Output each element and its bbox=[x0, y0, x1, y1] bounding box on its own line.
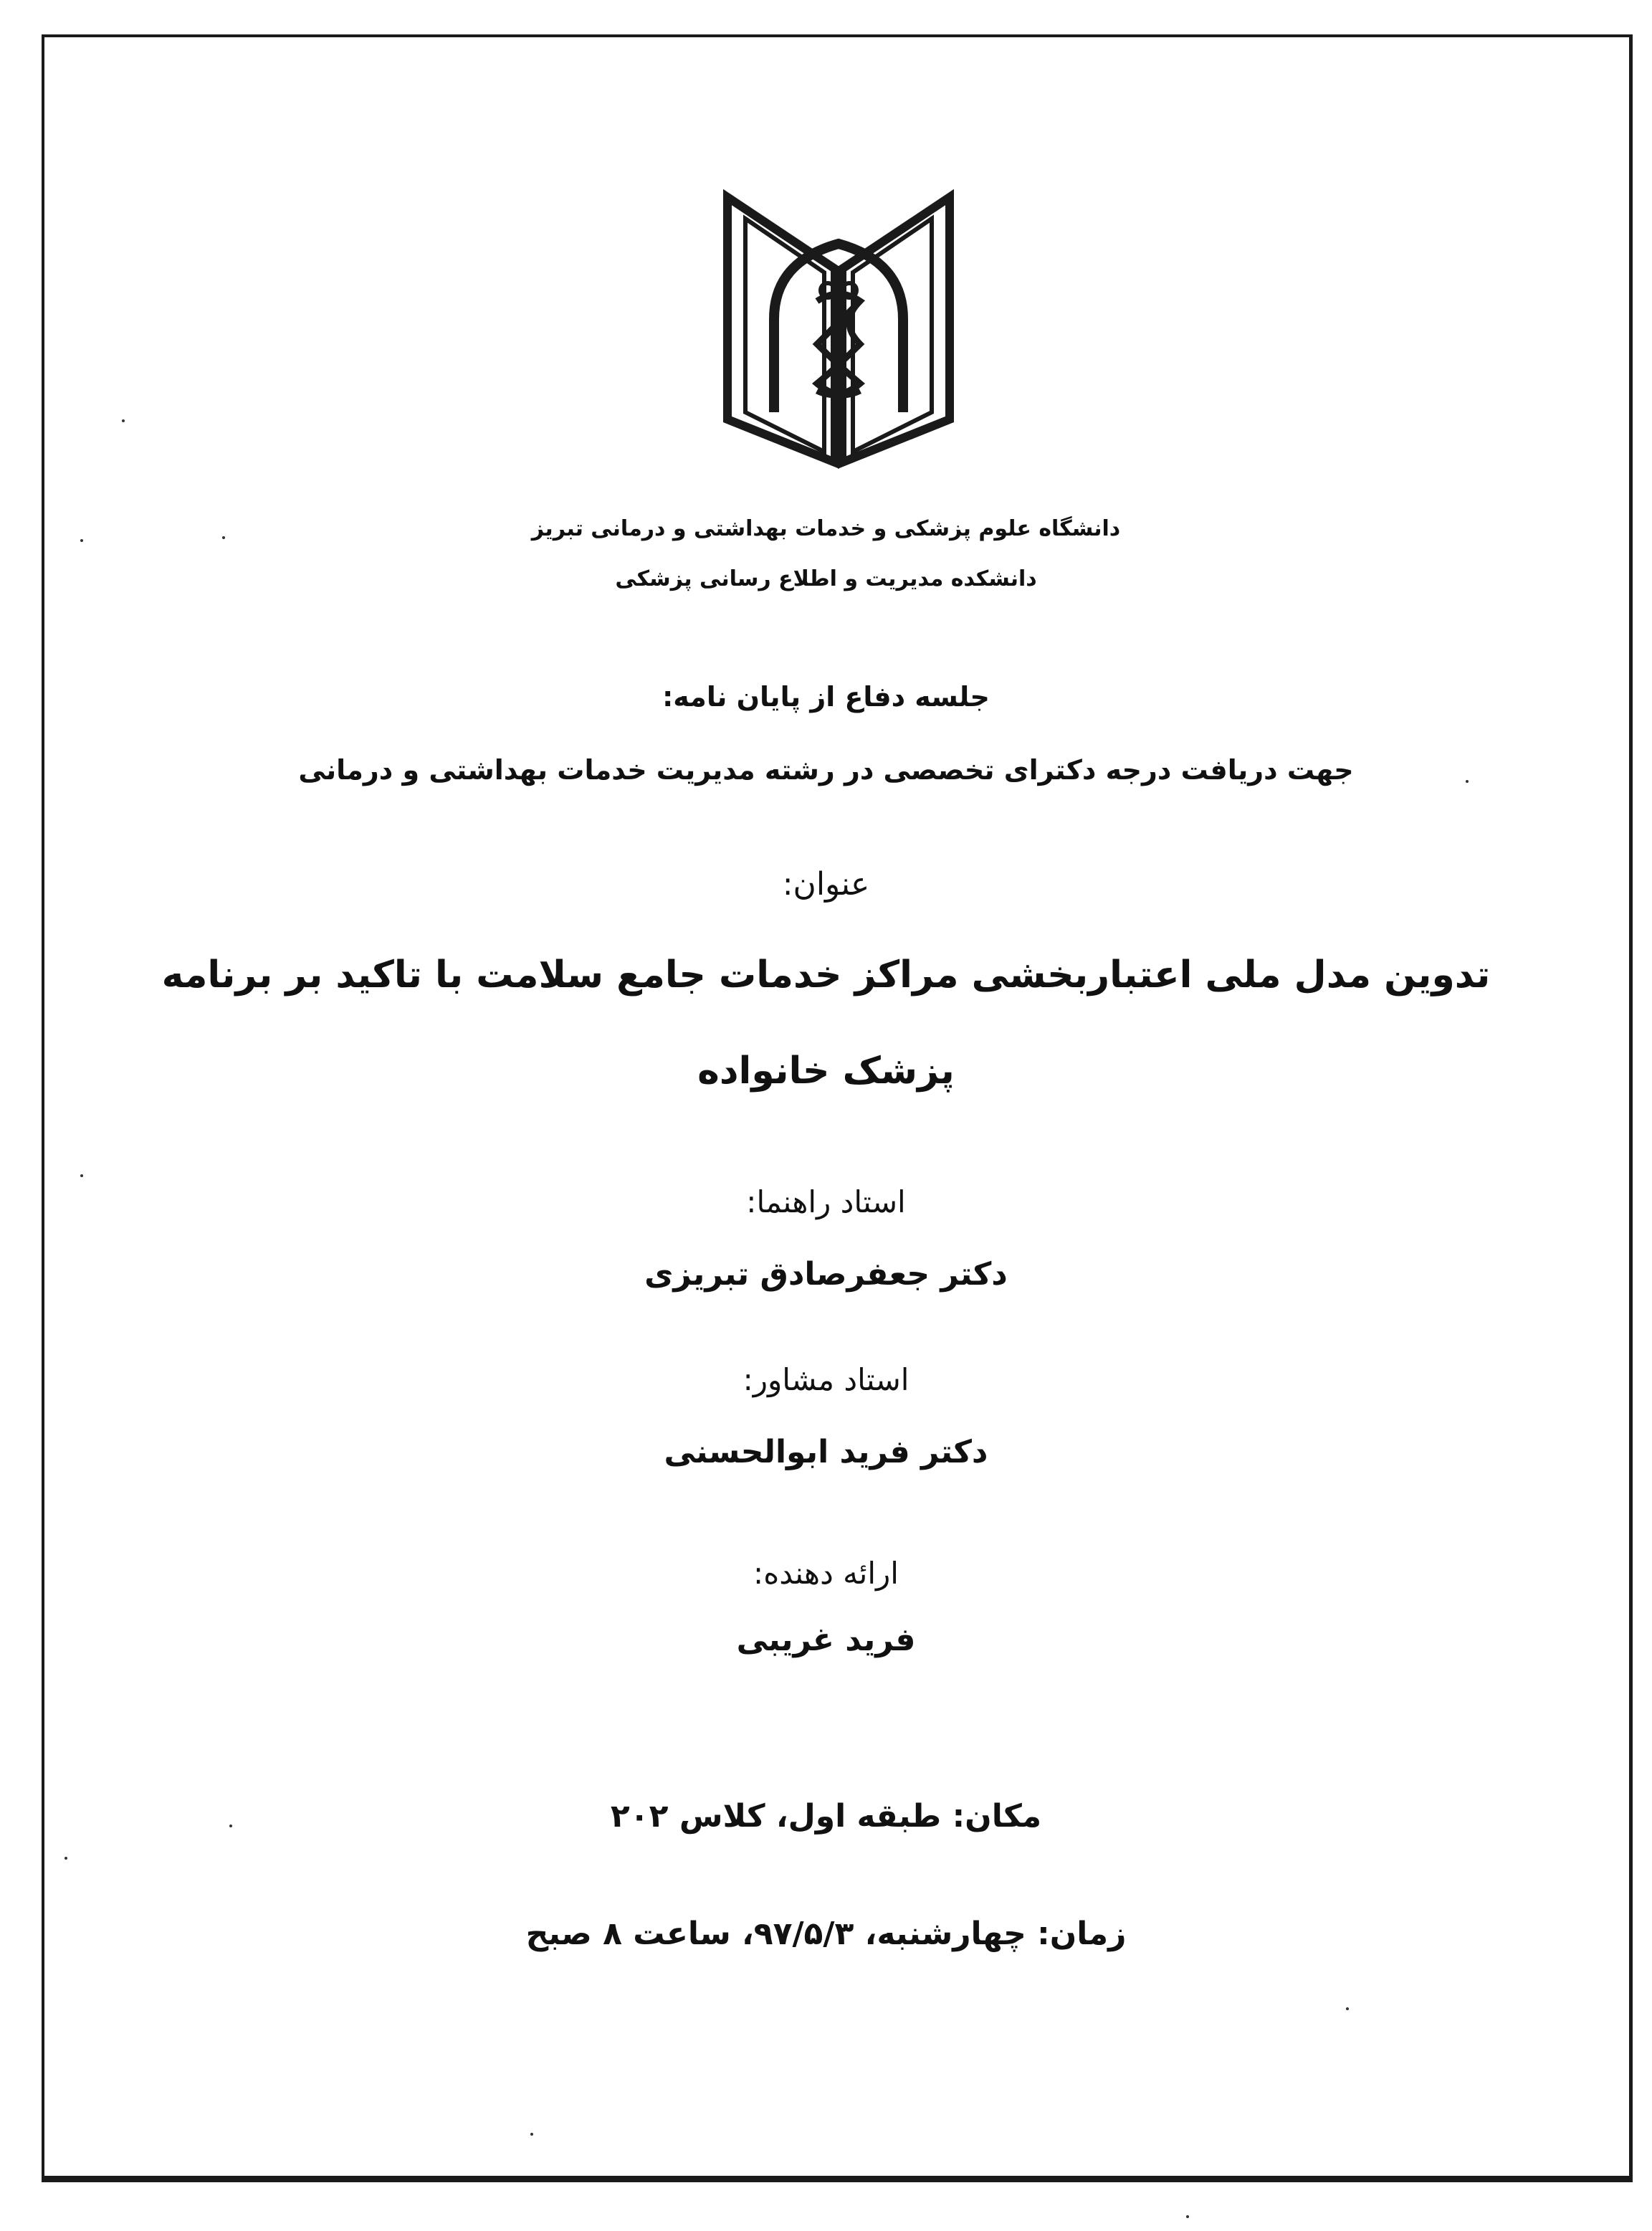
university-emblem-icon bbox=[706, 176, 971, 477]
supervisor-label: استاد راهنما: bbox=[746, 1184, 906, 1219]
session-heading: جلسه دفاع از پایان نامه: bbox=[662, 681, 990, 713]
scan-speck bbox=[122, 419, 125, 422]
thesis-title-line-1: تدوین مدل ملی اعتباربخشی مراکز خدمات جامع سلامت با تاکید بر برنامه bbox=[161, 953, 1491, 996]
scan-speck bbox=[1466, 780, 1469, 783]
scan-speck bbox=[80, 1174, 83, 1177]
scan-speck bbox=[222, 536, 225, 539]
faculty-name: دانشکده مدیریت و اطلاع رسانی پزشکی bbox=[615, 566, 1037, 591]
scan-speck bbox=[530, 2133, 533, 2136]
thesis-title-line-2: پزشک خانواده bbox=[697, 1050, 955, 1093]
title-label: عنوان: bbox=[782, 866, 870, 903]
presenter-label: ارائه دهنده: bbox=[753, 1556, 899, 1591]
scan-speck bbox=[1186, 2215, 1189, 2218]
scan-speck bbox=[65, 1857, 67, 1860]
scan-speck bbox=[229, 1825, 232, 1827]
presenter-name: فرید غریبی bbox=[736, 1622, 916, 1658]
scan-speck bbox=[80, 539, 83, 542]
date-time: زمان: چهارشنبه، ۹۷/۵/۳، ساعت ۸ صبح bbox=[525, 1916, 1127, 1952]
degree-purpose: جهت دریافت درجه دکترای تخصصی در رشته مدیریت خدمات بهداشتی و درمانی bbox=[298, 754, 1354, 786]
advisor-name: دکتر فرید ابوالحسنی bbox=[664, 1434, 988, 1470]
scan-speck bbox=[1346, 2007, 1349, 2010]
advisor-label: استاد مشاور: bbox=[743, 1362, 909, 1397]
location: مکان: طبقه اول، کلاس ۲۰۲ bbox=[610, 1798, 1042, 1835]
university-name: دانشگاه علوم پزشکی و خدمات بهداشتی و درمانی تبریز bbox=[531, 516, 1121, 541]
supervisor-name: دکتر جعفرصادق تبریزی bbox=[644, 1256, 1008, 1293]
